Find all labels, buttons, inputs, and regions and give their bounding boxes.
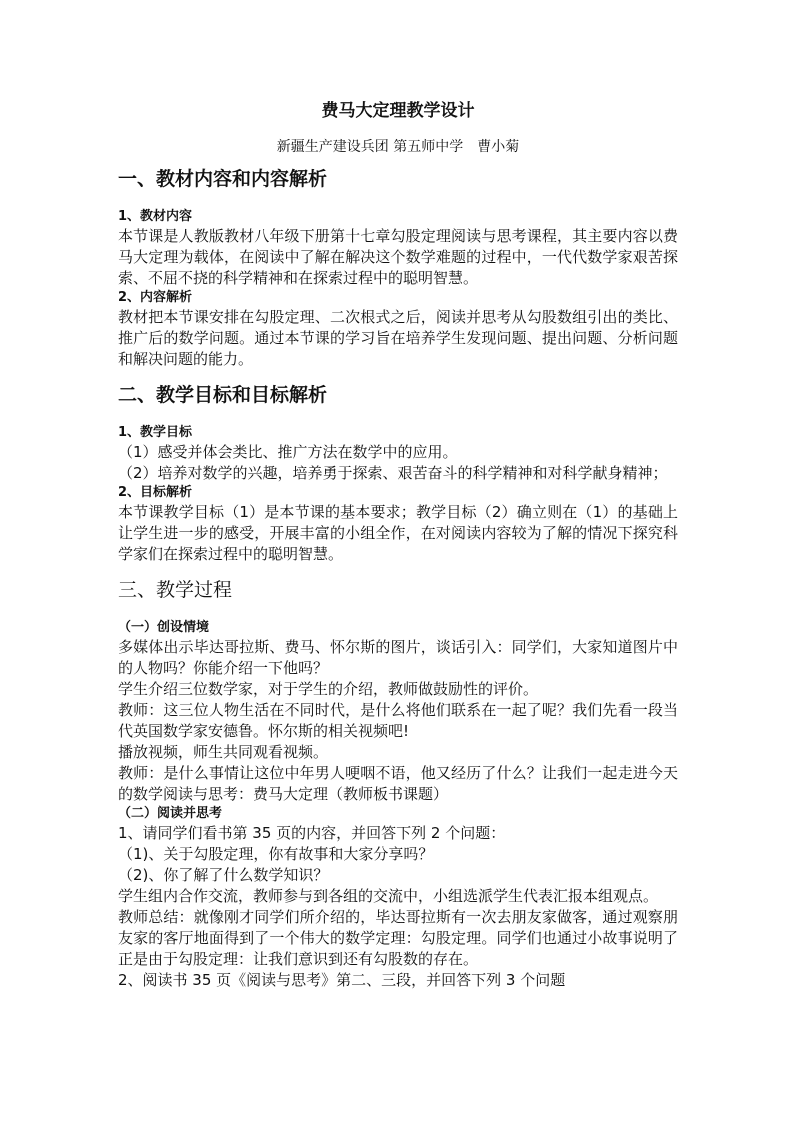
subheading-read-and-think: （二）阅读并思考 — [118, 806, 223, 821]
paragraph-process-3: 教师：这三位人物生活在不同时代，是什么将他们联系在一起了呢？我们先看一段当代英国数学家安德鲁。怀尔斯的相关视频吧! — [118, 701, 678, 740]
paragraph-teaching-content: 本节课是人教版教材八年级下册第十七章勾股定理阅读与思考课程，其主要内容以费马大定理为载体，在阅读中了解在解决这个数学难题的过程中，一代代数学家艰苦探索、不屈不挠的科学精神和在探索过程中的聪明智慧。 — [118, 227, 678, 287]
question-1: 1、请同学们看书第 35 页的内容，并回答下列 2 个问题： — [118, 824, 506, 842]
goal-item-1: （1）感受并体会类比、推广方法在数学中的应用。 — [118, 443, 458, 461]
paragraph-process-5: 教师：是什么事情让这位中年男人哽咽不语，他又经历了什么？让我们一起走进今天的数学阅读与思考：费马大定理（教师板书课题） — [118, 764, 678, 803]
subheading-content-analysis: 2、内容解析 — [118, 290, 193, 305]
subheading-teaching-content: 1、教材内容 — [118, 209, 193, 224]
paragraph-process-2: 学生介绍三位数学家，对于学生的介绍，教师做鼓励性的评价。 — [118, 680, 539, 698]
section-heading-1: 一、教材内容和内容解析 — [118, 168, 328, 190]
paragraph-process-7: 教师总结：就像刚才同学们所介绍的，毕达哥拉斯有一次去朋友家做客，通过观察朋友家的客厅地面得到了一个伟大的数学定理：勾股定理。同学们也通过小故事说明了正是由于勾股定理：让我们意识到还有勾股数的存在。 — [118, 908, 678, 968]
question-1a: （1)、关于勾股定理，你有故事和大家分享吗？ — [118, 845, 434, 863]
question-1b: （2)、你了解了什么数学知识？ — [118, 866, 329, 884]
paragraph-goal-analysis: 本节课教学目标（1）是本节课的基本要求；教学目标（2）确立则在（1）的基础上让学生进一步的感受，开展丰富的小组全作，在对阅读内容较为了解的情况下探究科学家们在探索过程中的聪明智慧。 — [118, 503, 678, 563]
paragraph-process-4: 播放视频，师生共同观看视频。 — [118, 743, 329, 761]
subheading-create-scenario: （一）创设情境 — [118, 620, 210, 635]
section-heading-3: 三、教学过程 — [118, 579, 233, 601]
subheading-goal-analysis: 2、目标解析 — [118, 485, 193, 500]
question-2: 2、阅读书 35 页《阅读与思考》第二、三段，并回答下列 3 个问题 — [118, 971, 566, 989]
paragraph-content-analysis: 教材把本节课安排在勾股定理、二次根式之后，阅读并思考从勾股数组引出的类比、推广后的数学问题。通过本节课的学习旨在培养学生发现问题、提出问题、分析问题和解决问题的能力。 — [118, 308, 678, 368]
paragraph-process-6: 学生组内合作交流，教师参与到各组的交流中，小组选派学生代表汇报本组观点。 — [118, 887, 659, 905]
author-line: 新疆生产建设兵团 第五师中学 曹小菊 — [276, 139, 520, 155]
document-page — [118, 100, 678, 991]
subheading-teaching-goals: 1、教学目标 — [118, 425, 193, 440]
paragraph-process-1: 多媒体出示毕达哥拉斯、费马、怀尔斯的图片，谈话引入：同学们，大家知道图片中的人物吗？你能介绍一下他吗？ — [118, 638, 678, 677]
goal-item-2: （2）培养对数学的兴趣，培养勇于探索、艰苦奋斗的科学精神和对科学献身精神； — [118, 464, 668, 482]
document-title: 费马大定理教学设计 — [321, 101, 475, 121]
section-heading-2: 二、教学目标和目标解析 — [118, 384, 328, 406]
